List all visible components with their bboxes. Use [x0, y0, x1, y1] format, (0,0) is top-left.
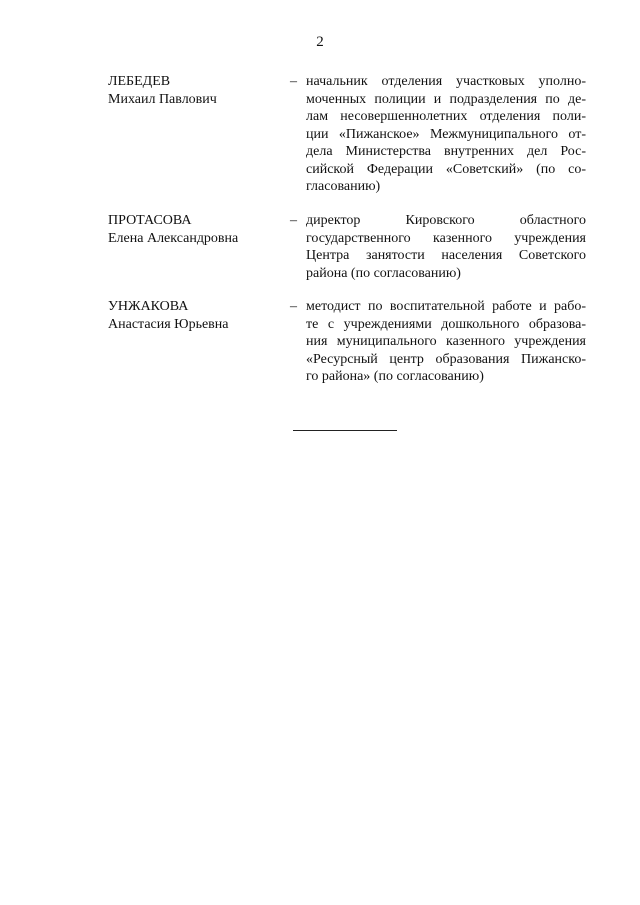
position-line: «Ресурсный центр образования Пижанско-: [306, 351, 586, 367]
position-line: Центра занятости населения Советского: [306, 248, 586, 263]
member-position: [306, 212, 586, 282]
position-line: те с учреждениями дошкольного образова-: [306, 316, 586, 332]
dash-separator: –: [290, 299, 297, 314]
position-line: гласованию): [306, 179, 381, 194]
member-surname: ЛЕБЕДЕВ: [108, 74, 171, 89]
position-line: го района» (по согласованию): [306, 369, 484, 384]
member-given-names: Анастасия Юрьевна: [108, 316, 229, 332]
position-line: моченных полиции и подразделения по де-: [306, 91, 586, 107]
dash-separator: –: [290, 74, 297, 89]
position-line: лам несовершеннолетних отделения поли-: [306, 109, 586, 124]
member-given-names: Михаил Павлович: [108, 91, 217, 107]
dash-separator: –: [290, 213, 297, 228]
position-line: методист по воспитательной работе и рабо-: [306, 299, 586, 314]
member-position: [306, 73, 586, 196]
position-line: ния муниципального казенного учреждения: [306, 334, 586, 349]
position-line: сийской Федерации «Советский» (по со-: [306, 161, 586, 177]
position-line: государственного казенного учреждения: [306, 230, 586, 246]
position-line: дела Министерства внутренних дел Рос-: [306, 144, 586, 159]
member-name: [108, 212, 278, 247]
member-surname: ПРОТАСОВА: [108, 213, 192, 228]
member-name: [108, 298, 278, 333]
member-surname: УНЖАКОВА: [108, 299, 189, 314]
member-given-names: Елена Александровна: [108, 230, 239, 246]
member-name: [108, 73, 278, 108]
member-position: [306, 298, 586, 386]
position-line: директор Кировского областного: [306, 213, 586, 228]
closing-separator-line: [293, 430, 397, 431]
position-line: ции «Пижанское» Межмуниципального от-: [306, 126, 586, 142]
position-line: начальник отделения участковых уполно-: [306, 74, 586, 89]
page-number: 2: [316, 34, 324, 50]
position-line: района (по согласованию): [306, 265, 461, 281]
